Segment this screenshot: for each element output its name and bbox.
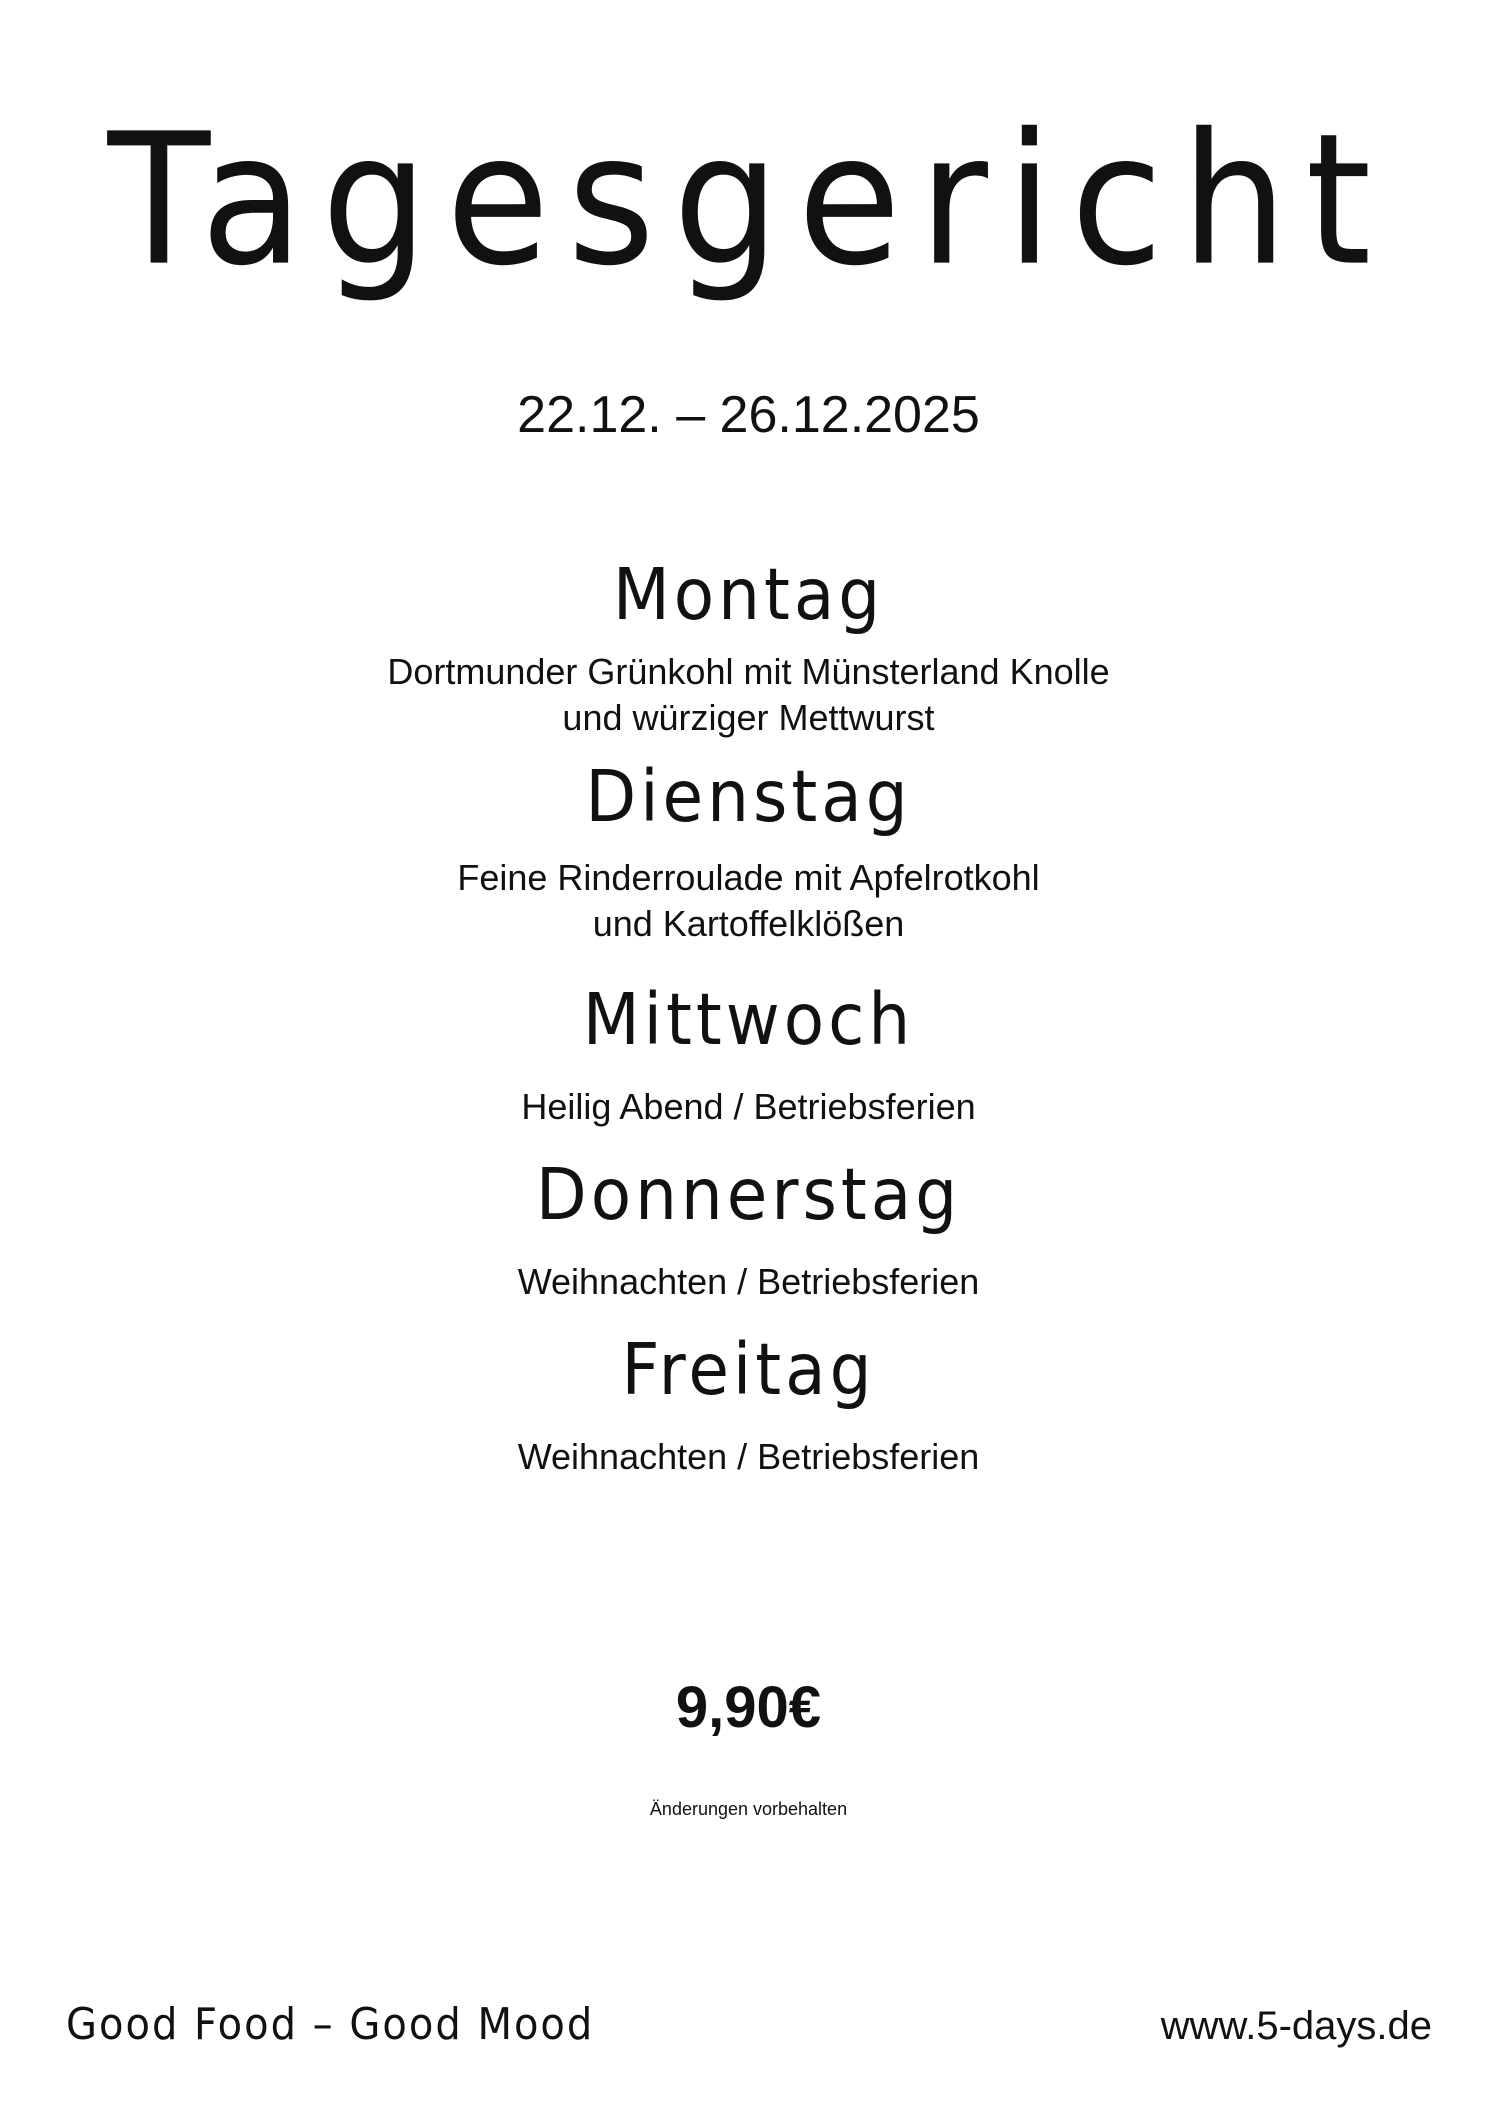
dish-line: Feine Rinderroulade mit Apfelrotkohl [457,857,1040,898]
dish-line: Weihnachten / Betriebsferien [517,1436,980,1477]
price: 9,90€ [675,1675,822,1740]
dish-line: Weihnachten / Betriebsferien [517,1261,980,1302]
dish-description [0,855,1497,947]
footer-slogan: Good Food – Good Mood [66,2000,595,2050]
day-name: Montag [612,552,885,637]
dish-description [0,1084,1497,1130]
day-name: Dienstag [585,754,912,839]
dish-line: und Kartoffelklößen [592,903,905,944]
day-section-mittwoch [0,977,1497,1130]
day-name: Freitag [621,1327,876,1412]
day-section-dienstag [0,754,1497,947]
day-name: Donnerstag [535,1152,962,1237]
footer-website[interactable]: www.5-days.de [1160,2004,1432,2048]
dish-line: Dortmunder Grünkohl mit Münsterland Knolle [387,651,1110,692]
dish-description [0,1434,1497,1480]
day-section-montag [0,552,1497,741]
page-title: Tagesgericht [107,94,1390,306]
dish-description [0,649,1497,741]
disclaimer-note: Änderungen vorbehalten [649,1799,848,1819]
day-name: Mittwoch [582,977,915,1062]
dish-line: und würziger Mettwurst [562,697,935,738]
dish-description [0,1259,1497,1305]
dish-line: Heilig Abend / Betriebsferien [521,1086,976,1127]
day-section-freitag [0,1327,1497,1480]
date-range: 22.12. – 26.12.2025 [517,386,980,444]
day-section-donnerstag [0,1152,1497,1305]
